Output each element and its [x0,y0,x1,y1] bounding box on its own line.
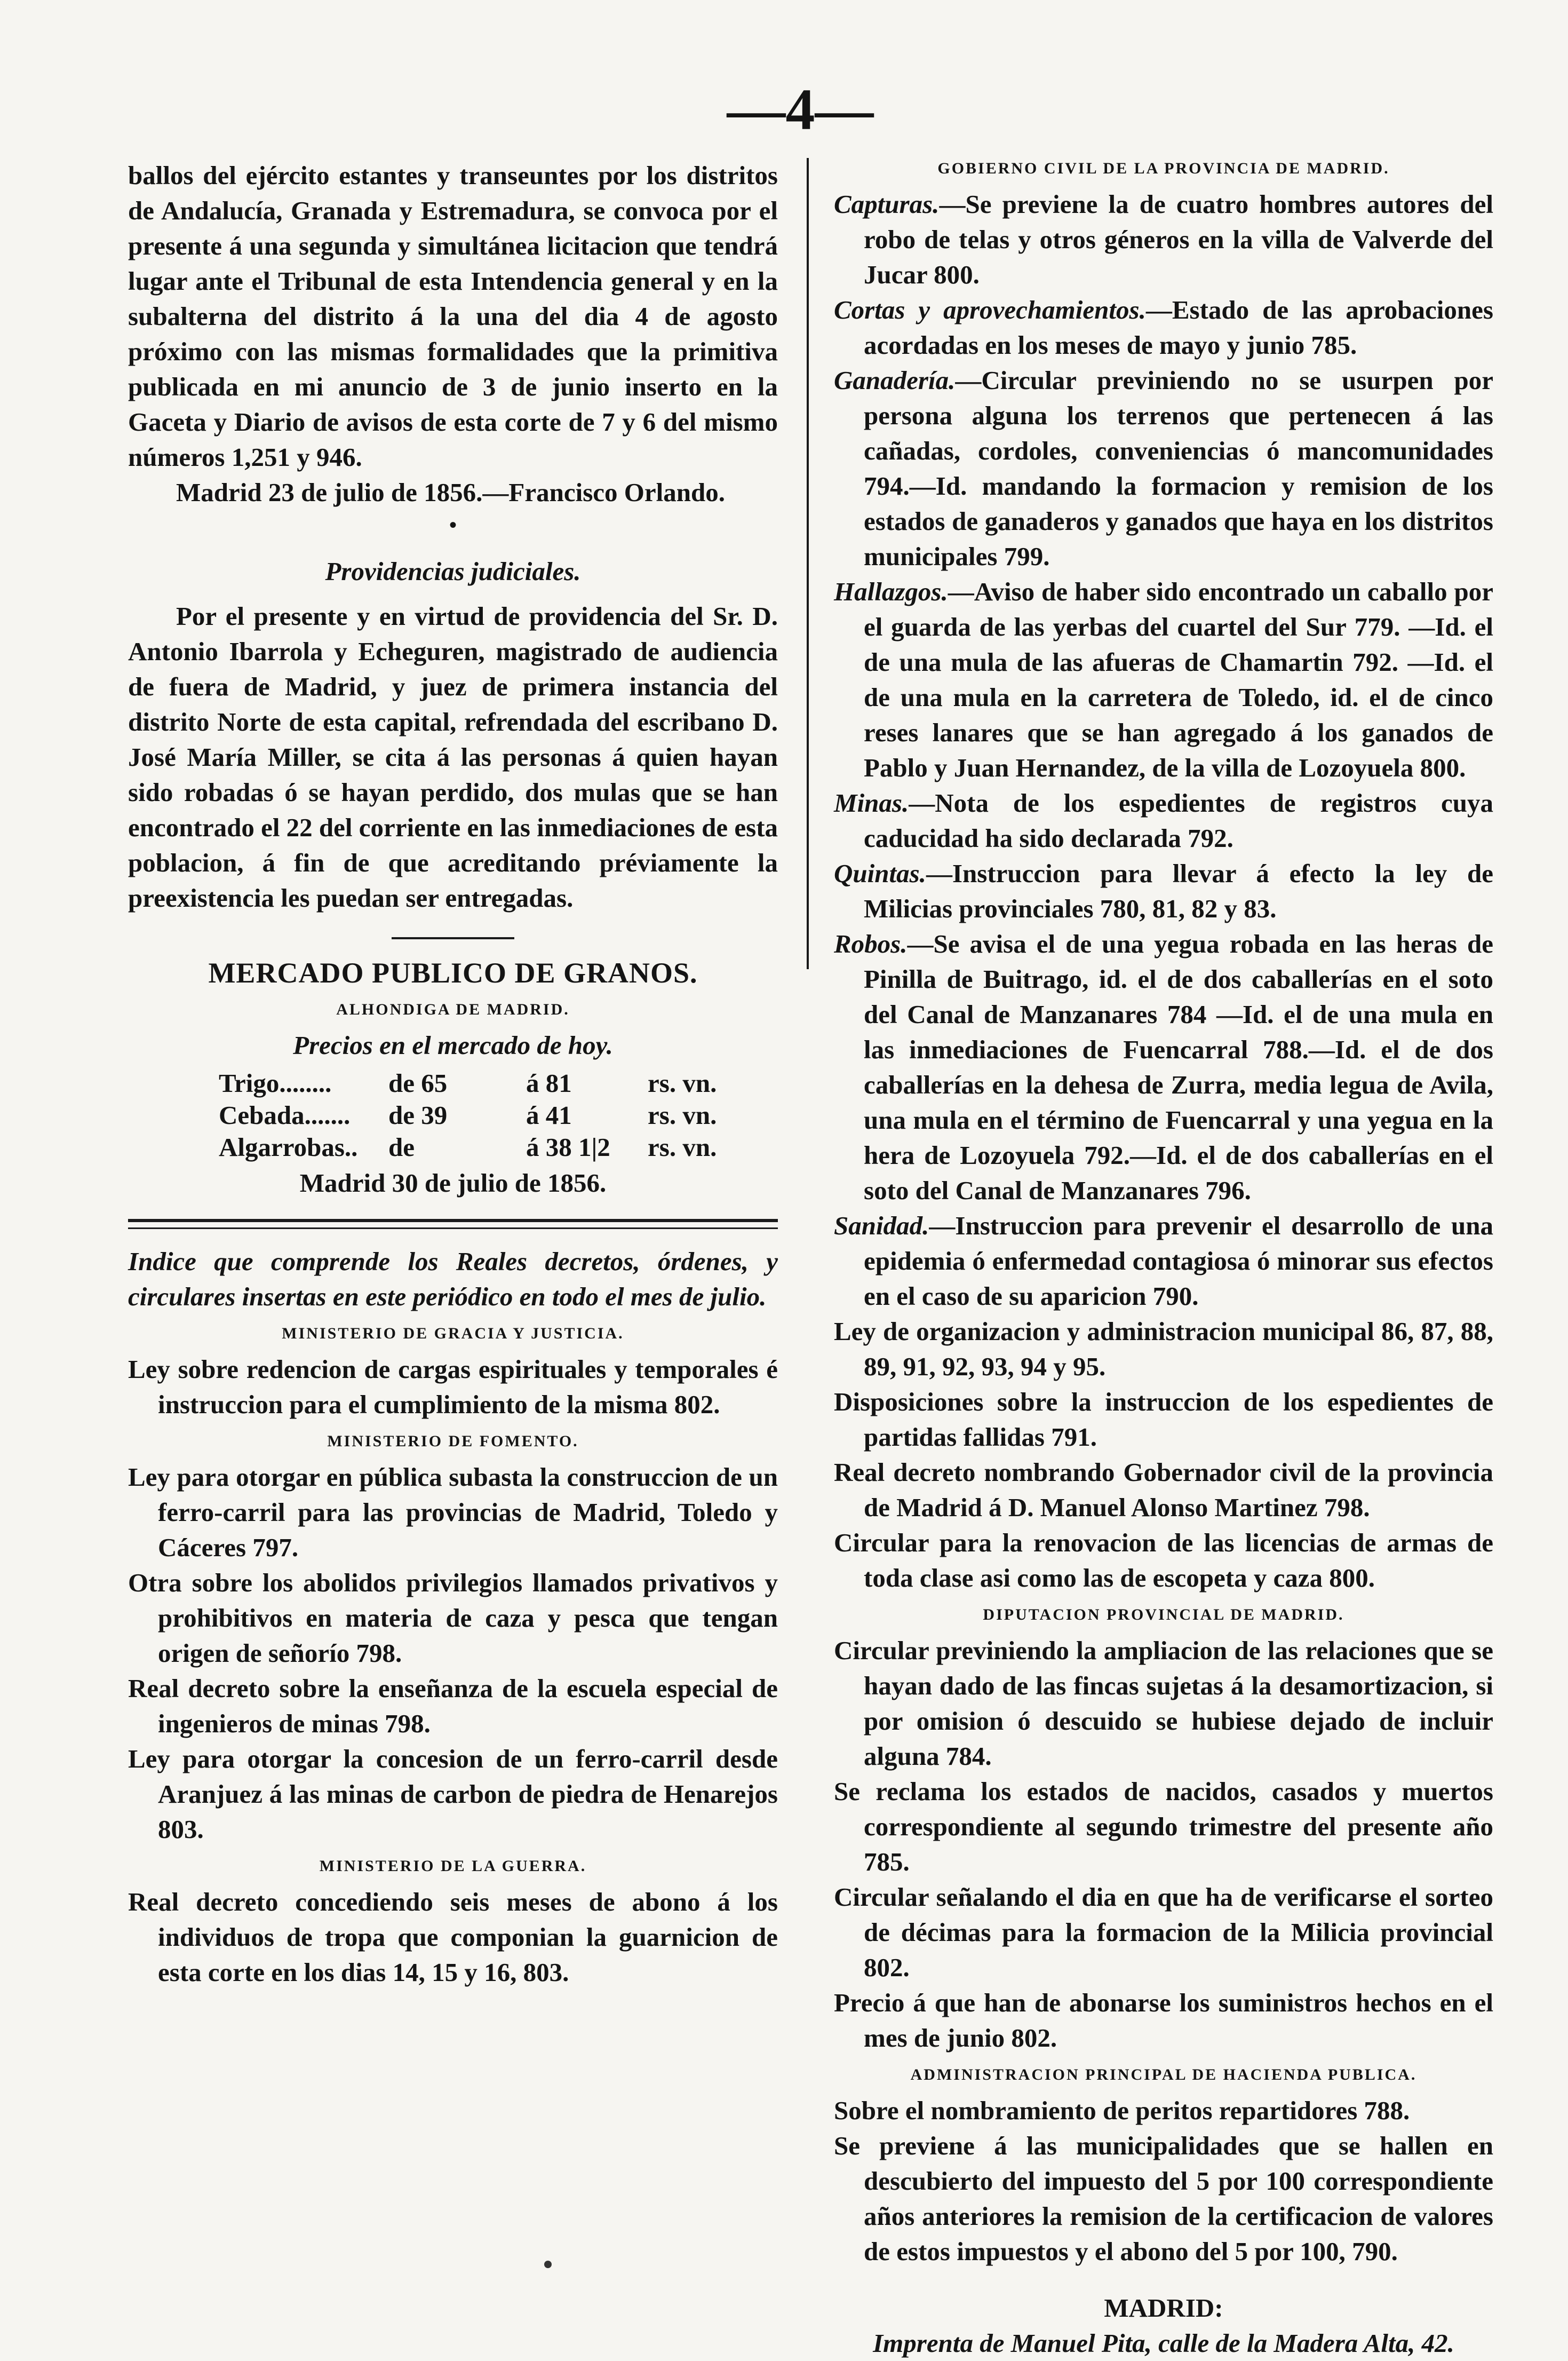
signature-line: Madrid 23 de julio de 1856.—Francisco Orlando. [176,478,725,507]
index-entry [834,1208,1493,1314]
diputacion-heading: DIPUTACION PROVINCIAL DE MADRID. [983,1606,1344,1623]
entry-text: —Estado de las aprobaciones acordadas en los meses de mayo y junio 785. [864,295,1493,360]
entry-text: —Nota de los espedientes de registros cuya caducidad ha sido declarada 792. [864,788,1493,853]
index-entry: Real decreto concediendo seis meses de abono á los individuos de tropa que componian la guarnicion de esta corte en los dias 14, 15 y 16, 803. [128,1887,778,1987]
price-row [219,1067,726,1099]
alhondiga-subheading: ALHONDIGA DE MADRID. [336,1001,570,1018]
gobierno-heading: GOBIERNO CIVIL DE LA PROVINCIA DE MADRID. [937,160,1390,177]
entry-category: Hallazgos. [834,577,948,606]
entry-text: Disposiciones sobre la instruccion de los espedientes de partidas fallidas 791. [834,1387,1493,1452]
index-entry: Ley para otorgar la concesion de un ferro-carril desde Aranjuez á las minas de carbon de piedra de Henarejos 803. [128,1744,778,1844]
price-table [219,1067,726,1163]
index-entry [834,926,1493,1208]
index-entry: Circular señalando el dia en que ha de verificarse el sorteo de décimas para la formacion de la Milicia provincial 802. [834,1882,1493,1982]
entry-text: Circular para la renovacion de las licencias de armas de toda clase asi como las de escopeta y caza 800. [834,1528,1493,1593]
double-rule-divider [128,1219,778,1229]
paragraph-judicial: Por el presente y en virtud de providencia del Sr. D. Antonio Ibarrola y Echeguren, magistrado de audiencia de fuera de Madrid, y juez de primera instancia del distrito Norte de esta capital, refrendada del escribano D. José María Miller, se cita á las personas á quien hayan sido robadas ó se hayan perdido, dos mulas que se han encontrado el 22 del corriente en las inmediaciones de esta poblacion, á fin de que acreditando préviamente la preexistencia les puedan ser entregadas. [128,601,778,913]
price-from: de 65 [388,1068,448,1098]
entry-text: Real decreto nombrando Gobernador civil de la provincia de Madrid á D. Manuel Alonso Martinez 798. [834,1457,1493,1522]
price-unit: rs. vn. [648,1132,717,1162]
index-entry [834,574,1493,786]
index-entry: Se previene á las municipalidades que se hallen en descubierto del impuesto del 5 por 100 correspondiente años anteriores la remision de la certificacion de valores de estos impuestos y el abono del 5 por 100, 790. [834,2131,1493,2266]
entry-text: Ley de organizacion y administracion municipal 86, 87, 88, 89, 91, 92, 93, 94 y 95. [834,1317,1493,1381]
entry-category: Robos. [834,929,908,958]
prices-heading: Precios en el mercado de hoy. [293,1031,613,1060]
index-title: Indice que comprende los Reales decretos, órdenes, y circulares insertas en este periódico en todo el mes de julio. [128,1247,778,1311]
footer-printer: Imprenta de Manuel Pita, calle de la Madera Alta, 42. [873,2328,1454,2358]
hacienda-heading: ADMINISTRACION PRINCIPAL DE HACIENDA PUBLICA. [910,2066,1417,2083]
column-divider [807,158,809,969]
price-from: de [388,1132,415,1162]
index-entry [834,363,1493,574]
entry-text: —Circular previniendo no se usurpen por persona alguna los terrenos que pertenecen á las cañadas, cordoles, conveniencias ó mancomunidades 794.—Id. mandando la formacion y remision de los estados de ganaderos y ganados que haya en los distritos municipales 799. [864,366,1493,571]
price-item: Cebada....... [219,1100,351,1130]
index-entry [834,1314,1493,1384]
paragraph-convocatoria: ballos del ejército estantes y transeuntes por los distritos de Andalucía, Granada y Estremadura, se convoca por el presente á una segunda y simultánea licitacion que tendrá lugar ante el Tribunal de esta Intendencia general y en la subalterna del distrito á la una del dia 4 de agosto próximo con las mismas formalidades que la primitiva publicada en mi anuncio de 3 de junio inserto en la Gaceta y Diario de avisos de esta corte de 7 y 6 del mismo números 1,251 y 946. [128,161,778,472]
entry-category: Capturas. [834,189,940,219]
index-entry [834,786,1493,856]
index-entry: Circular previniendo la ampliacion de las relaciones que se hayan dado de las fincas sujetas á la desamortizacion, si por omision ó descuido se hubiese dejado de incluir alguna 784. [834,1636,1493,1771]
price-row [219,1131,726,1163]
entry-category: Ganadería. [834,366,956,395]
price-item: Algarrobas.. [219,1132,358,1162]
index-entry: Precio á que han de abonarse los suministros hechos en el mes de junio 802. [834,1988,1493,2053]
price-item: Trigo........ [219,1068,332,1098]
ministry-heading-fomento: MINISTERIO DE FOMENTO. [327,1432,579,1450]
entry-text: —Instruccion para llevar á efecto la ley de Milicias provinciales 780, 81, 82 y 83. [864,859,1493,923]
index-entry [834,1455,1493,1525]
left-column [128,158,778,1990]
right-column [834,158,1493,2361]
index-entry [834,292,1493,363]
entry-category: Minas. [834,788,909,818]
price-unit: rs. vn. [648,1100,717,1130]
price-to: á 41 [526,1100,572,1130]
entry-text: —Se previene la de cuatro hombres autores del robo de telas y otros géneros en la villa de Valverde del Jucar 800. [864,189,1493,289]
index-entry: Se reclama los estados de nacidos, casados y muertos correspondiente al segundo trimestre del presente año 785. [834,1777,1493,1876]
bullet-ornament: • [449,513,457,537]
index-entry: Ley para otorgar en pública subasta la construccion de un ferro-carril para las provincias de Madrid, Toledo y Cáceres 797. [128,1462,778,1562]
entry-text: —Aviso de haber sido encontrado un caballo por el guarda de las yerbas del cuartel del Sur 779. —Id. el de una mula de las afueras de Chamartin 792. —Id. el de una mula en la carretera de Toledo, id. el de cinco reses lanares que se han agregado á los ganados de Pablo y Juan Hernandez, de la villa de Lozoyuela 800. [864,577,1493,782]
market-date: Madrid 30 de julio de 1856. [299,1168,607,1198]
price-unit: rs. vn. [648,1068,717,1098]
index-entry: Real decreto sobre la enseñanza de la escuela especial de ingenieros de minas 798. [128,1674,778,1738]
ink-speck [544,2261,552,2268]
index-entry [834,1384,1493,1455]
ministry-heading-guerra: MINISTERIO DE LA GUERRA. [319,1857,587,1875]
price-from: de 39 [388,1100,448,1130]
entry-text: —Se avisa el de una yegua robada en las heras de Pinilla de Buitrago, id. el de dos caballerías en el soto del Canal de Manzanares 784 —Id. el de una mula en las inmediaciones de Fuencarral 788.—Id. el de dos caballerías en la dehesa de Zurra, media legua de Avila, una mula en el término de Fuencarral y una yegua en la hera de Lozoyuela 792.—Id. el de dos caballerías en el soto del Canal de Manzanares 796. [864,929,1493,1205]
index-entry [834,187,1493,292]
price-to: á 81 [526,1068,572,1098]
ministry-heading-gracia: MINISTERIO DE GRACIA Y JUSTICIA. [282,1325,624,1342]
entry-category: Cortas y aprovechamientos. [834,295,1146,324]
price-to: á 38 1|2 [526,1132,610,1162]
section-heading-judicial: Providencias judiciales. [325,557,581,586]
index-entry: Sobre el nombramiento de peritos repartidores 788. [834,2096,1410,2125]
index-entry [834,856,1493,926]
entry-category: Sanidad. [834,1211,929,1240]
index-entry [834,1525,1493,1596]
entry-category: Quintas. [834,859,926,888]
index-entry: Ley sobre redencion de cargas espirituales y temporales é instruccion para el cumplimiento de la misma 802. [128,1354,778,1419]
short-rule-divider [392,937,514,939]
market-heading: MERCADO PUBLICO DE GRANOS. [208,957,698,989]
index-entry: Otra sobre los abolidos privilegios llamados privativos y prohibitivos en materia de caza y pesca que tengan origen de señorío 798. [128,1568,778,1668]
price-row [219,1099,726,1131]
page-number: —4— [727,77,874,142]
footer-city: MADRID: [1104,2293,1223,2323]
entry-text: —Instruccion para prevenir el desarrollo de una epidemia ó enfermedad contagiosa ó minorar sus efectos en el caso de su aparicion 790. [864,1211,1493,1311]
